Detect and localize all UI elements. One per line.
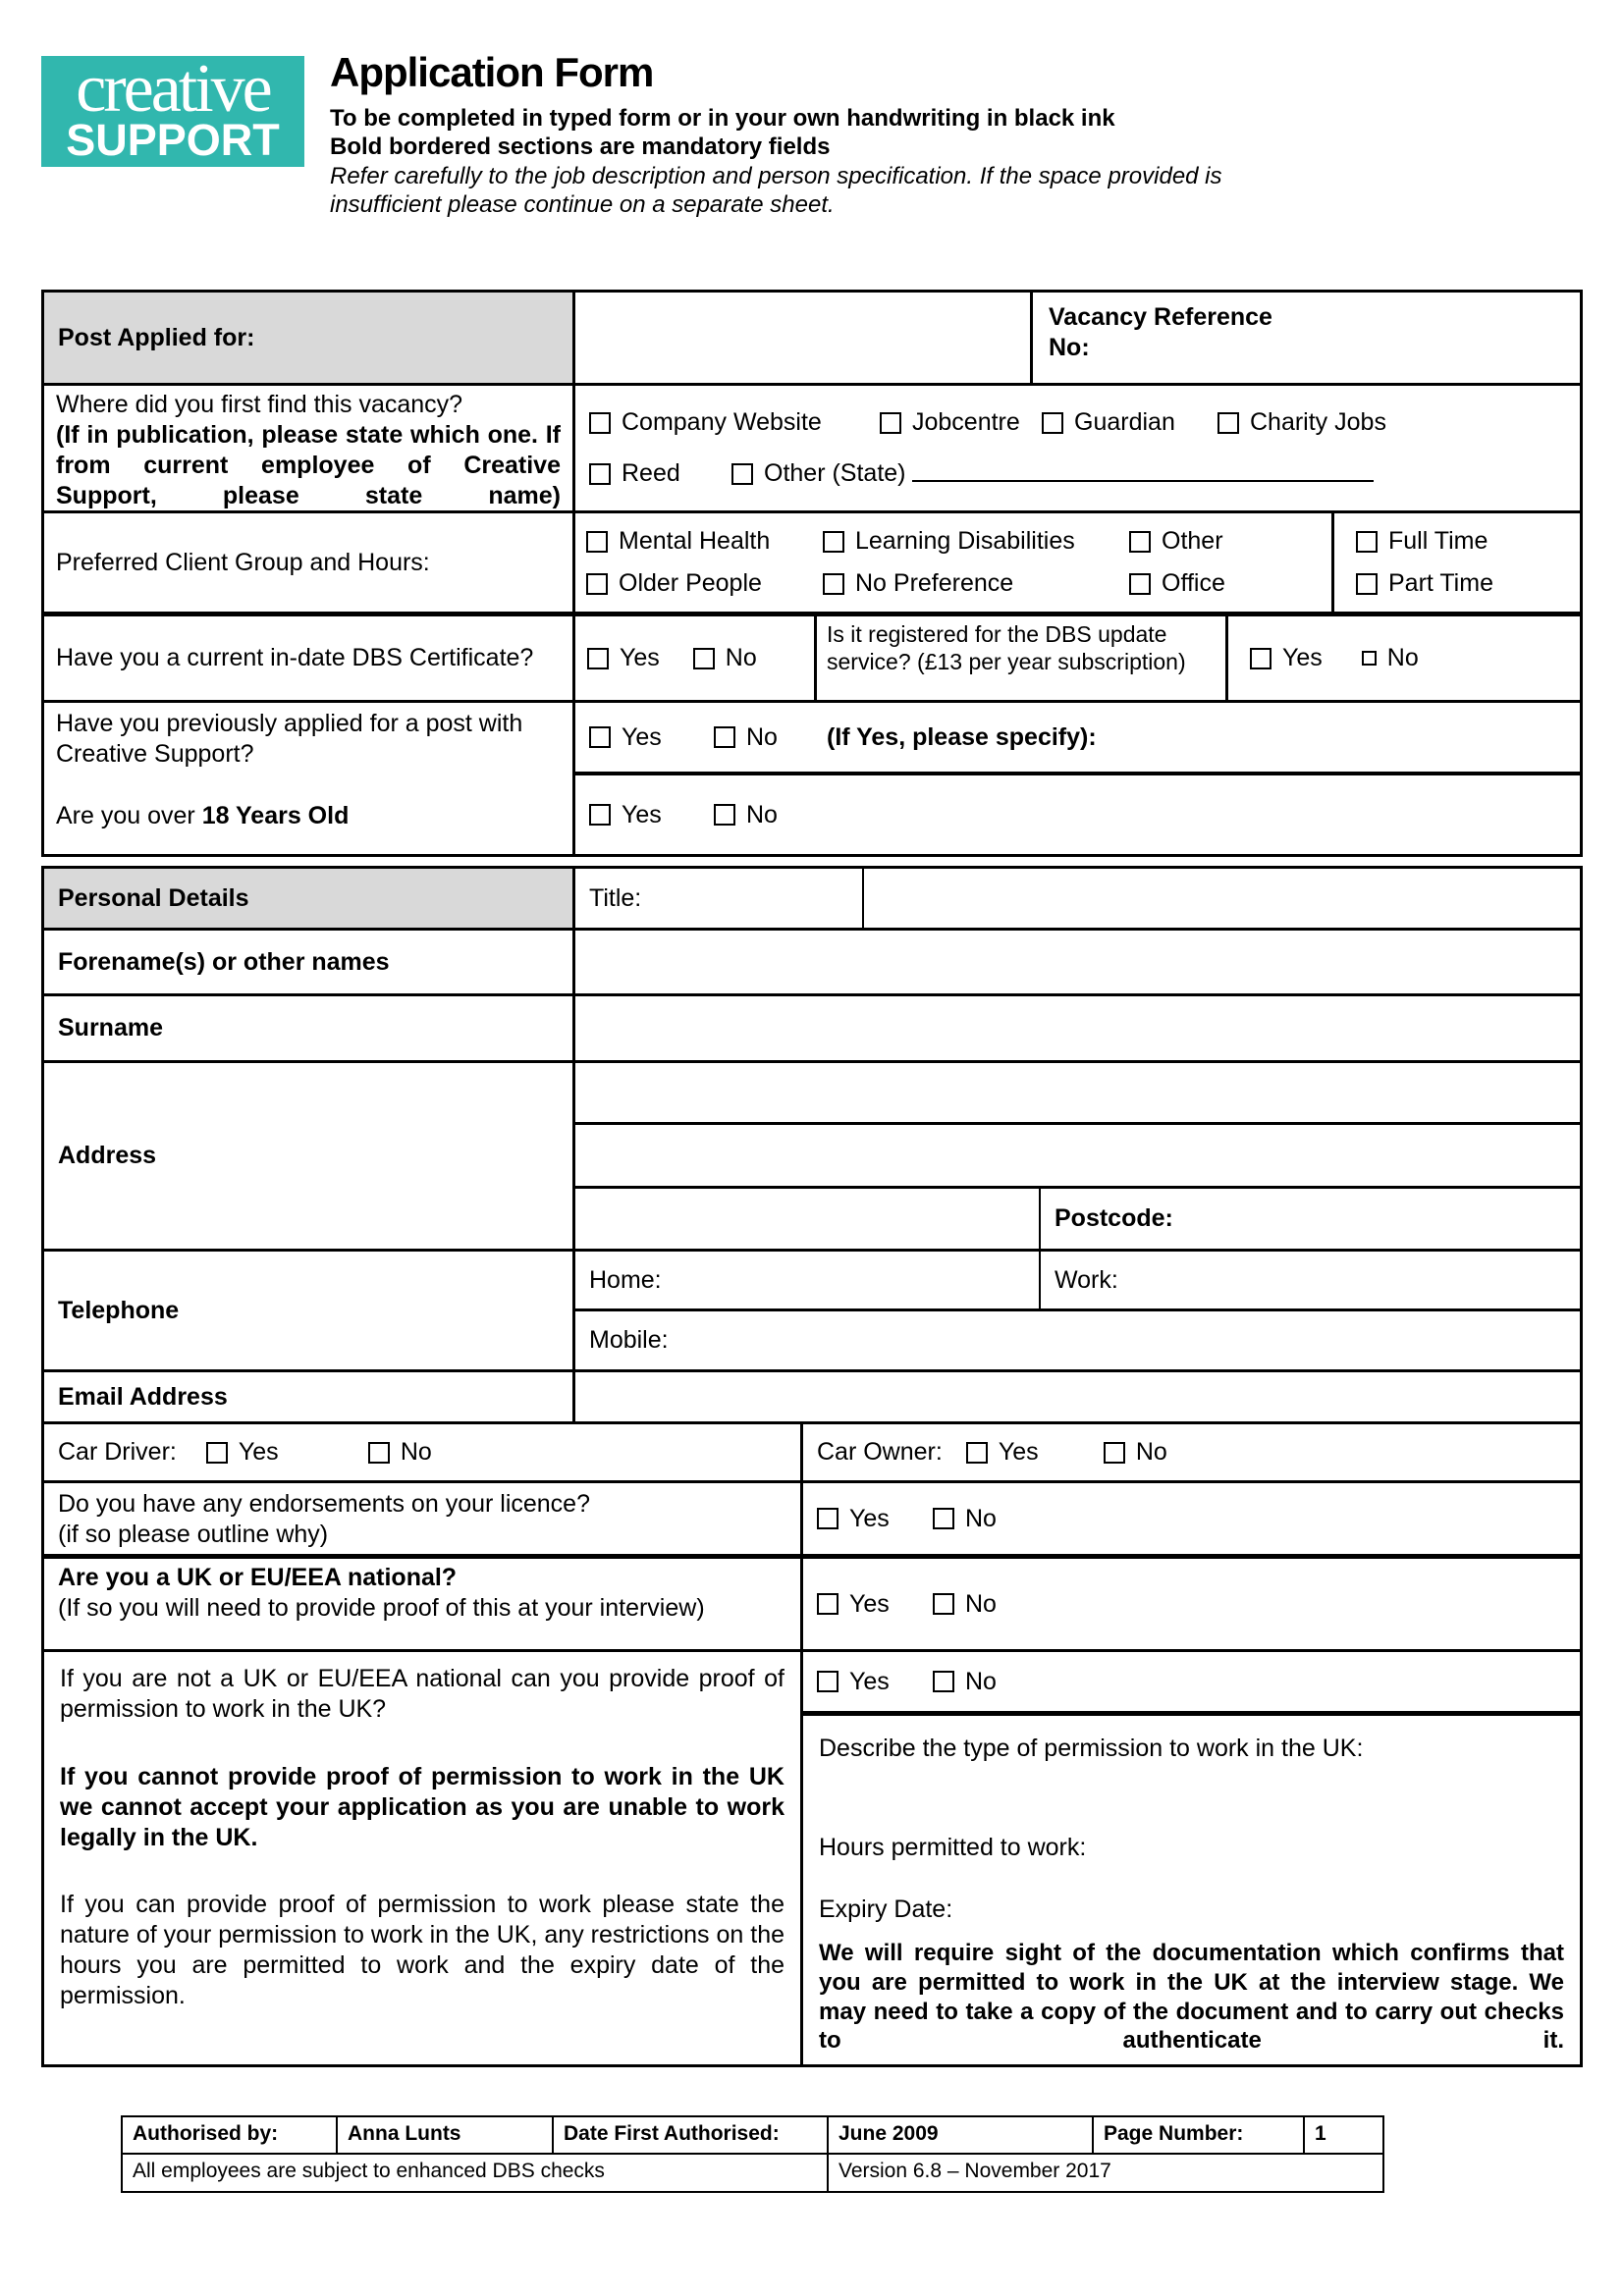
footer-dbs-note: All employees are subject to enhanced DBS checks — [123, 2155, 829, 2191]
header — [330, 49, 1351, 219]
national-note: (If so you will need to provide proof of this at your interview) — [58, 1594, 705, 1622]
notuk-no-checkbox[interactable] — [933, 1671, 954, 1692]
logo-word-support: SUPPORT — [66, 114, 280, 165]
authorised-by-value: Anna Lunts — [338, 2117, 554, 2153]
national-no-label: No — [965, 1589, 997, 1618]
age-yes-label: Yes — [622, 800, 662, 828]
dbs-question: Have you a current in-date DBS Certificate? — [44, 616, 575, 700]
dbs-yes-checkbox[interactable] — [587, 648, 609, 669]
dbs-update-yes-checkbox[interactable] — [1250, 648, 1271, 669]
age-question: Are you over 18 Years Old — [56, 802, 350, 829]
permission-hours-label: Hours permitted to work: — [819, 1834, 1087, 1861]
post-applied-label: Post Applied for: — [44, 293, 575, 383]
page-number-label: Page Number: — [1094, 2117, 1305, 2153]
address-line-2-field[interactable] — [575, 1125, 1580, 1189]
forename-field[interactable] — [575, 931, 1580, 993]
checkbox-charity-jobs[interactable] — [1217, 412, 1239, 434]
work-label: Work: — [1055, 1265, 1118, 1294]
checkbox-other-state[interactable] — [731, 463, 753, 485]
notuk-warning: If you cannot provide proof of permission to work in the UK we cannot accept your application as you are unable to work legally in the UK. — [60, 1763, 784, 1851]
email-field[interactable] — [575, 1372, 1580, 1421]
endorsements-no-label: No — [965, 1504, 997, 1532]
post-applied-field[interactable] — [575, 293, 1033, 383]
label-no-preference: No Preference — [855, 569, 1014, 597]
find-vacancy-note: (If in publication, please state which one. If from current employee of Creative Support, please state name) — [56, 421, 561, 509]
dbs-update-yes-label: Yes — [1282, 644, 1323, 671]
national-no-checkbox[interactable] — [933, 1593, 954, 1615]
national-yes-checkbox[interactable] — [817, 1593, 839, 1615]
endorsements-question: Do you have any endorsements on your licence? — [58, 1490, 590, 1518]
instruction-line-2: Bold bordered sections are mandatory fields — [330, 133, 831, 161]
notuk-no-label: No — [965, 1667, 997, 1695]
checkbox-no-preference[interactable] — [823, 573, 844, 595]
phone-mobile-field[interactable] — [575, 1311, 1580, 1369]
age-no-label: No — [746, 800, 778, 828]
car-owner-yes-label: Yes — [998, 1438, 1039, 1466]
dbs-no-checkbox[interactable] — [693, 648, 715, 669]
forename-label: Forename(s) or other names — [44, 931, 575, 993]
checkbox-guardian[interactable] — [1042, 412, 1063, 434]
other-state-blank-field[interactable] — [912, 466, 1374, 482]
footer-table — [121, 2115, 1384, 2193]
postcode-label: Postcode: — [1055, 1204, 1173, 1232]
surname-label: Surname — [44, 996, 575, 1060]
permission-expiry-label: Expiry Date: — [819, 1896, 953, 1923]
logo-word-creative: creative — [76, 51, 270, 128]
notuk-yes-checkbox[interactable] — [817, 1671, 839, 1692]
permission-field[interactable] — [803, 1716, 1580, 2064]
checkbox-reed[interactable] — [589, 463, 611, 485]
dbs-yes-label: Yes — [620, 644, 660, 671]
checkbox-mental-health[interactable] — [586, 531, 608, 553]
car-driver-yes-checkbox[interactable] — [206, 1442, 228, 1464]
notuk-yes-label: Yes — [849, 1667, 890, 1695]
label-full-time: Full Time — [1388, 527, 1488, 555]
dbs-update-no-checkbox[interactable] — [1362, 651, 1377, 666]
checkbox-full-time[interactable] — [1356, 531, 1378, 553]
mobile-label: Mobile: — [589, 1326, 669, 1354]
car-driver-no-checkbox[interactable] — [368, 1442, 390, 1464]
national-yes-label: Yes — [849, 1589, 890, 1618]
previous-no-checkbox[interactable] — [714, 726, 735, 748]
address-line-1-field[interactable] — [575, 1063, 1580, 1125]
phone-work-field[interactable] — [1041, 1252, 1580, 1308]
title-field[interactable] — [864, 869, 1580, 928]
label-guardian: Guardian — [1074, 408, 1175, 436]
permission-sight-note: We will require sight of the documentation which confirms that you are permitted to work in the UK at the interview stage. We may need to take a copy of the document and to carry out checks to authenticate it. — [819, 1940, 1564, 2055]
phone-home-field[interactable] — [575, 1252, 1041, 1308]
vacancy-reference-label: Vacancy Reference No: — [1049, 303, 1272, 361]
surname-field[interactable] — [575, 996, 1580, 1060]
endorsements-yes-label: Yes — [849, 1504, 890, 1532]
dbs-update-question: Is it registered for the DBS update service? (£13 per year subscription) — [817, 616, 1228, 700]
label-office: Office — [1162, 569, 1225, 597]
label-part-time: Part Time — [1388, 569, 1493, 597]
page-title: Application Form — [330, 49, 654, 95]
checkbox-learning-disabilities[interactable] — [823, 531, 844, 553]
vacancy-reference-field[interactable] — [1033, 293, 1580, 383]
label-older-people: Older People — [619, 569, 762, 597]
footer-version: Version 6.8 – November 2017 — [839, 2160, 1111, 2182]
car-owner-label: Car Owner: — [817, 1438, 943, 1466]
checkbox-office[interactable] — [1129, 573, 1151, 595]
label-charity-jobs: Charity Jobs — [1250, 408, 1386, 436]
instruction-italic: Refer carefully to the job description and person specification. If the space provided is insufficient please continue on a separate sheet. — [330, 162, 1222, 218]
car-owner-yes-checkbox[interactable] — [966, 1442, 988, 1464]
label-reed: Reed — [622, 459, 680, 487]
car-driver-yes-label: Yes — [238, 1438, 279, 1466]
telephone-label: Telephone — [44, 1252, 575, 1369]
vacancy-table — [41, 290, 1583, 857]
previous-yes-label: Yes — [622, 722, 662, 751]
personal-details-table — [41, 866, 1583, 2067]
car-driver-label: Car Driver: — [58, 1438, 177, 1466]
label-other-group: Other — [1162, 527, 1223, 555]
notuk-instructions: If you can provide proof of permission to work please state the nature of your permission to work in the UK, any restrictions on the hours you are permitted to work and the expiry date of the permission. — [60, 1891, 784, 2009]
checkbox-jobcentre[interactable] — [880, 412, 901, 434]
postcode-field[interactable] — [1041, 1189, 1580, 1249]
endorsements-yes-checkbox[interactable] — [817, 1508, 839, 1529]
checkbox-company-website[interactable] — [589, 412, 611, 434]
age-yes-checkbox[interactable] — [589, 804, 611, 826]
car-owner-no-label: No — [1135, 1438, 1167, 1466]
age-no-checkbox[interactable] — [714, 804, 735, 826]
dbs-no-label: No — [725, 644, 757, 671]
address-line-3-field[interactable] — [575, 1189, 1041, 1249]
previous-no-label: No — [746, 722, 778, 751]
label-learning-disabilities: Learning Disabilities — [855, 527, 1075, 555]
previous-specify-label: (If Yes, please specify): — [827, 722, 1097, 751]
creative-support-logo — [41, 51, 304, 167]
dbs-update-no-label: No — [1386, 644, 1419, 671]
previous-application-question: Have you previously applied for a post with Creative Support? — [56, 710, 523, 768]
car-driver-no-label: No — [400, 1438, 432, 1466]
address-label: Address — [44, 1063, 575, 1249]
date-first-authorised-value: June 2009 — [829, 2117, 1094, 2153]
checkbox-older-people[interactable] — [586, 573, 608, 595]
personal-details-header: Personal Details — [44, 869, 575, 928]
label-company-website: Company Website — [622, 408, 822, 436]
endorsements-no-checkbox[interactable] — [933, 1508, 954, 1529]
previous-yes-checkbox[interactable] — [589, 726, 611, 748]
find-vacancy-question: Where did you first find this vacancy? — [56, 391, 463, 418]
label-jobcentre: Jobcentre — [912, 408, 1020, 436]
client-group-label: Preferred Client Group and Hours: — [44, 513, 575, 612]
permission-describe-label: Describe the type of permission to work in the UK: — [819, 1735, 1364, 1762]
checkbox-other-group[interactable] — [1129, 531, 1151, 553]
page-number-value: 1 — [1315, 2122, 1326, 2145]
label-mental-health: Mental Health — [619, 527, 771, 555]
authorised-by-label: Authorised by: — [123, 2117, 338, 2153]
title-label: Title: — [575, 869, 864, 928]
label-other-state: Other (State) — [764, 459, 906, 487]
instruction-line-1: To be completed in typed form or in your own handwriting in black ink — [330, 105, 1115, 132]
date-first-authorised-label: Date First Authorised: — [554, 2117, 829, 2153]
checkbox-part-time[interactable] — [1356, 573, 1378, 595]
endorsements-note: (if so please outline why) — [58, 1521, 329, 1548]
email-label: Email Address — [44, 1372, 575, 1421]
home-label: Home: — [589, 1265, 662, 1294]
car-owner-no-checkbox[interactable] — [1104, 1442, 1125, 1464]
notuk-question: If you are not a UK or EU/EEA national can you provide proof of permission to work in the UK? — [60, 1665, 784, 1723]
national-question: Are you a UK or EU/EEA national? — [58, 1564, 458, 1591]
